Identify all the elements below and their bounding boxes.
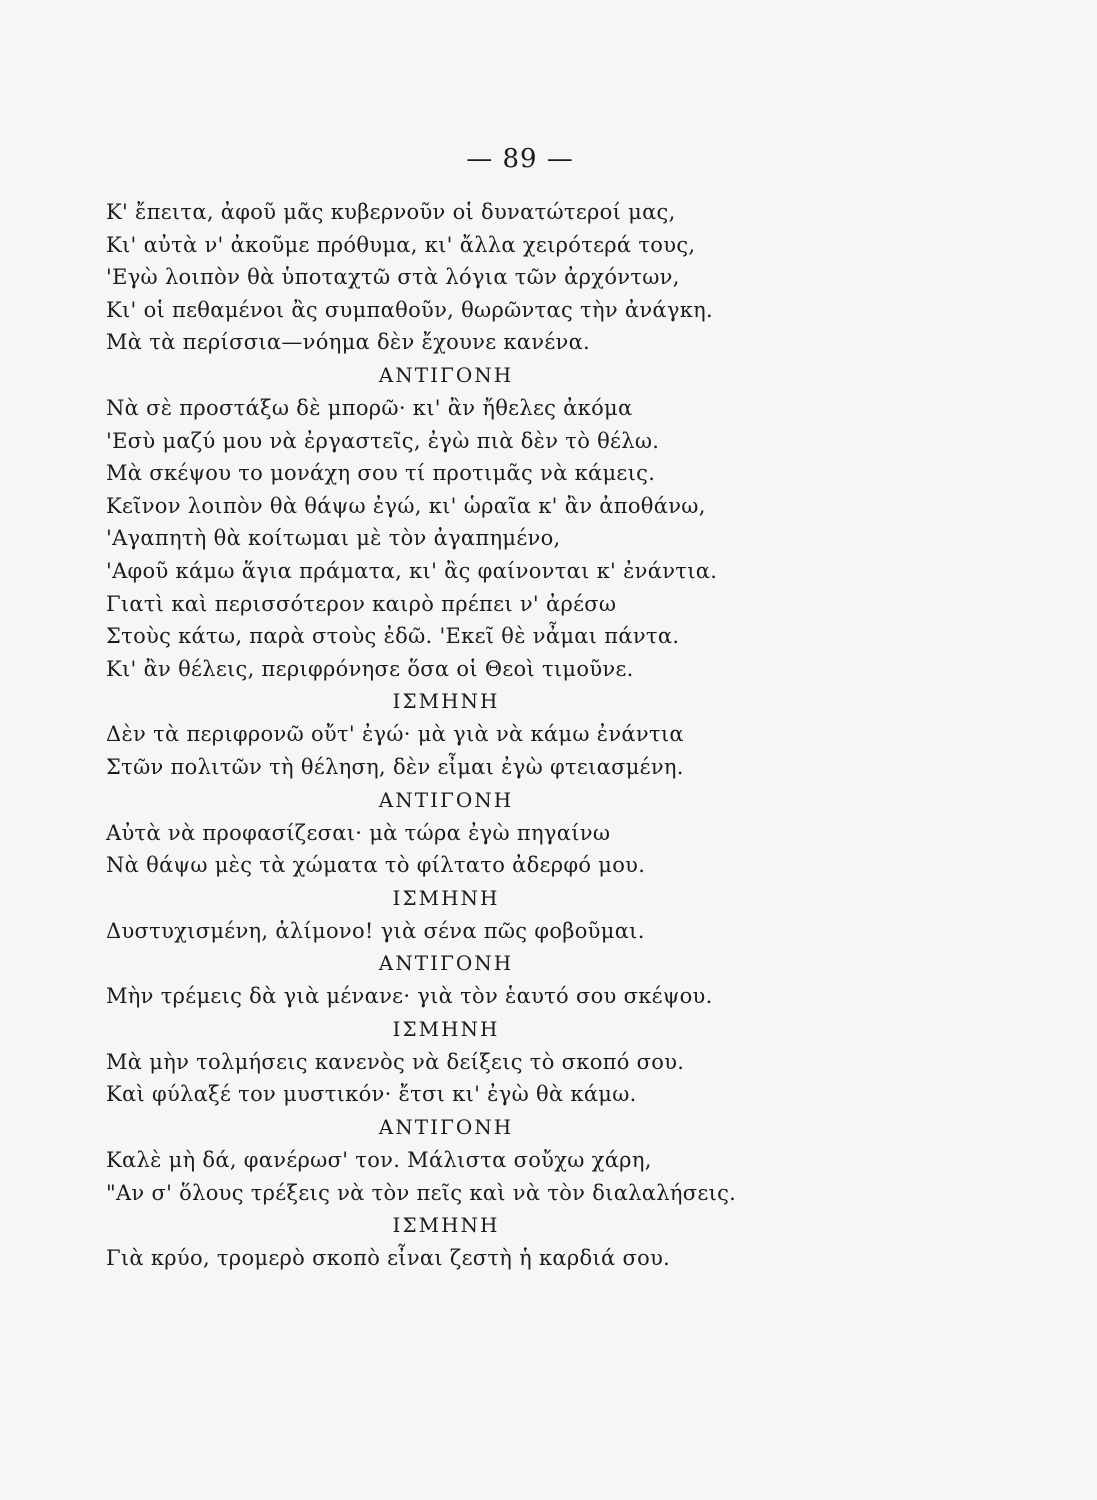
- dialogue-block: [106, 359, 826, 685]
- verse-line: "Αν σ' ὅλους τρέξεις νὰ τὸν πεῖς καὶ νὰ τὸν διαλαλήσεις.: [106, 1180, 737, 1205]
- dialogue-block: [106, 947, 826, 1013]
- verse-line: Γιατὶ καὶ περισσότερον καιρὸ πρέπει ν' ἀρέσω: [106, 591, 617, 616]
- speaker-name: ΙΣΜΗΝΗ: [392, 689, 500, 714]
- speaker-name: ΙΣΜΗΝΗ: [392, 885, 500, 910]
- verse-line: 'Εσὺ μαζύ μου νὰ ἐργαστεῖς, ἐγὼ πιὰ δὲν τὸ θέλω.: [106, 428, 660, 453]
- speaker-name: ΑΝΤΙΓΟΝΗ: [378, 951, 514, 976]
- speaker-name: ΑΝΤΙΓΟΝΗ: [378, 1115, 514, 1140]
- speaker-name: ΙΣΜΗΝΗ: [392, 1016, 500, 1041]
- verse-line: Στῶν πολιτῶν τὴ θέληση, δὲν εἶμαι ἐγὼ φτειασμένη.: [106, 754, 684, 779]
- verse-line: Νὰ θάψω μὲς τὰ χώματα τὸ φίλτατο ἀδερφό μου.: [106, 853, 646, 878]
- dialogue-block: [106, 882, 826, 948]
- verse-line: Δὲν τὰ περιφρονῶ οὔτ' ἐγώ· μὰ γιὰ νὰ κάμω ἐνάντια: [106, 722, 684, 747]
- verse-line: Μὰ τὰ περίσσια—νόημα δὲν ἔχουνε κανένα.: [106, 330, 591, 355]
- verse-line: 'Αφοῦ κάμω ἅγια πράματα, κι' ἂς φαίνονται κ' ἐνάντια.: [106, 558, 718, 583]
- verse-line: Μὴν τρέμεις δὰ γιὰ μένανε· γιὰ τὸν ἑαυτό σου σκέψου.: [106, 984, 713, 1009]
- verse-line: Δυστυχισμένη, ἀλίμονο! γιὰ σένα πῶς φοβοῦμαι.: [106, 918, 645, 943]
- verse-line: Κεῖνον λοιπὸν θὰ θάψω ἐγώ, κι' ὡραῖα κ' ἂν ἀποθάνω,: [106, 493, 706, 518]
- dialogue-block: [106, 196, 826, 359]
- verse-line: 'Αγαπητὴ θὰ κοίτωμαι μὲ τὸν ἀγαπημένο,: [106, 526, 561, 551]
- verse-line: Κι' ἂν θέλεις, περιφρόνησε ὅσα οἱ Θεοὶ τιμοῦνε.: [106, 656, 634, 681]
- verse-line: Στοὺς κάτω, παρὰ στοὺς ἐδῶ. 'Εκεῖ θὲ νἆμαι πάντα.: [106, 624, 680, 649]
- verse-line: Μὰ σκέψου το μονάχη σου τί προτιμᾶς νὰ κάμεις.: [106, 461, 656, 486]
- dialogue-block: [106, 784, 826, 882]
- dialogue-block: [106, 1209, 826, 1275]
- verse-line: 'Εγὼ λοιπὸν θὰ ὑποταχτῶ στὰ λόγια τῶν ἀρχόντων,: [106, 265, 680, 290]
- verse-line: Κ' ἔπειτα, ἀφοῦ μᾶς κυβερνοῦν οἱ δυνατώτεροί μας,: [106, 200, 676, 224]
- verse-line: Αὐτὰ νὰ προφασίζεσαι· μὰ τώρα ἐγὼ πηγαίνω: [106, 820, 611, 845]
- page-number: — 89 —: [466, 144, 574, 174]
- dialogue-block: [106, 1013, 826, 1111]
- verse-line: Νὰ σὲ προστάξω δὲ μπορῶ· κι' ἂν ἤθελες ἀκόμα: [106, 395, 633, 420]
- verse-line: Καὶ φύλαξέ τον μυστικόν· ἔτσι κι' ἐγὼ θὰ κάμω.: [106, 1082, 637, 1107]
- speaker-name: ΑΝΤΙΓΟΝΗ: [378, 362, 514, 387]
- dialogue-block: [106, 685, 826, 783]
- verse-line: Μὰ μὴν τολμήσεις κανενὸς νὰ δείξεις τὸ σκοπό σου.: [106, 1049, 685, 1074]
- verse-line: Γιὰ κρύο, τρομερὸ σκοπὸ εἶναι ζεστὴ ἡ καρδιά σου.: [106, 1246, 671, 1271]
- verse-line: Κι' οἱ πεθαμένοι ἂς συμπαθοῦν, θωρῶντας τὴν ἀνάγκη.: [106, 297, 714, 322]
- dialogue-text: [106, 196, 826, 1275]
- dialogue-block: [106, 1111, 826, 1209]
- verse-line: Καλὲ μὴ δά, φανέρωσ' τον. Μάλιστα σοὔχω χάρη,: [106, 1148, 652, 1173]
- speaker-name: ΙΣΜΗΝΗ: [392, 1213, 500, 1238]
- speaker-name: ΑΝΤΙΓΟΝΗ: [378, 787, 514, 812]
- verse-line: Κι' αὐτὰ ν' ἀκοῦμε πρόθυμα, κι' ἄλλα χειρότερά τους,: [106, 232, 696, 257]
